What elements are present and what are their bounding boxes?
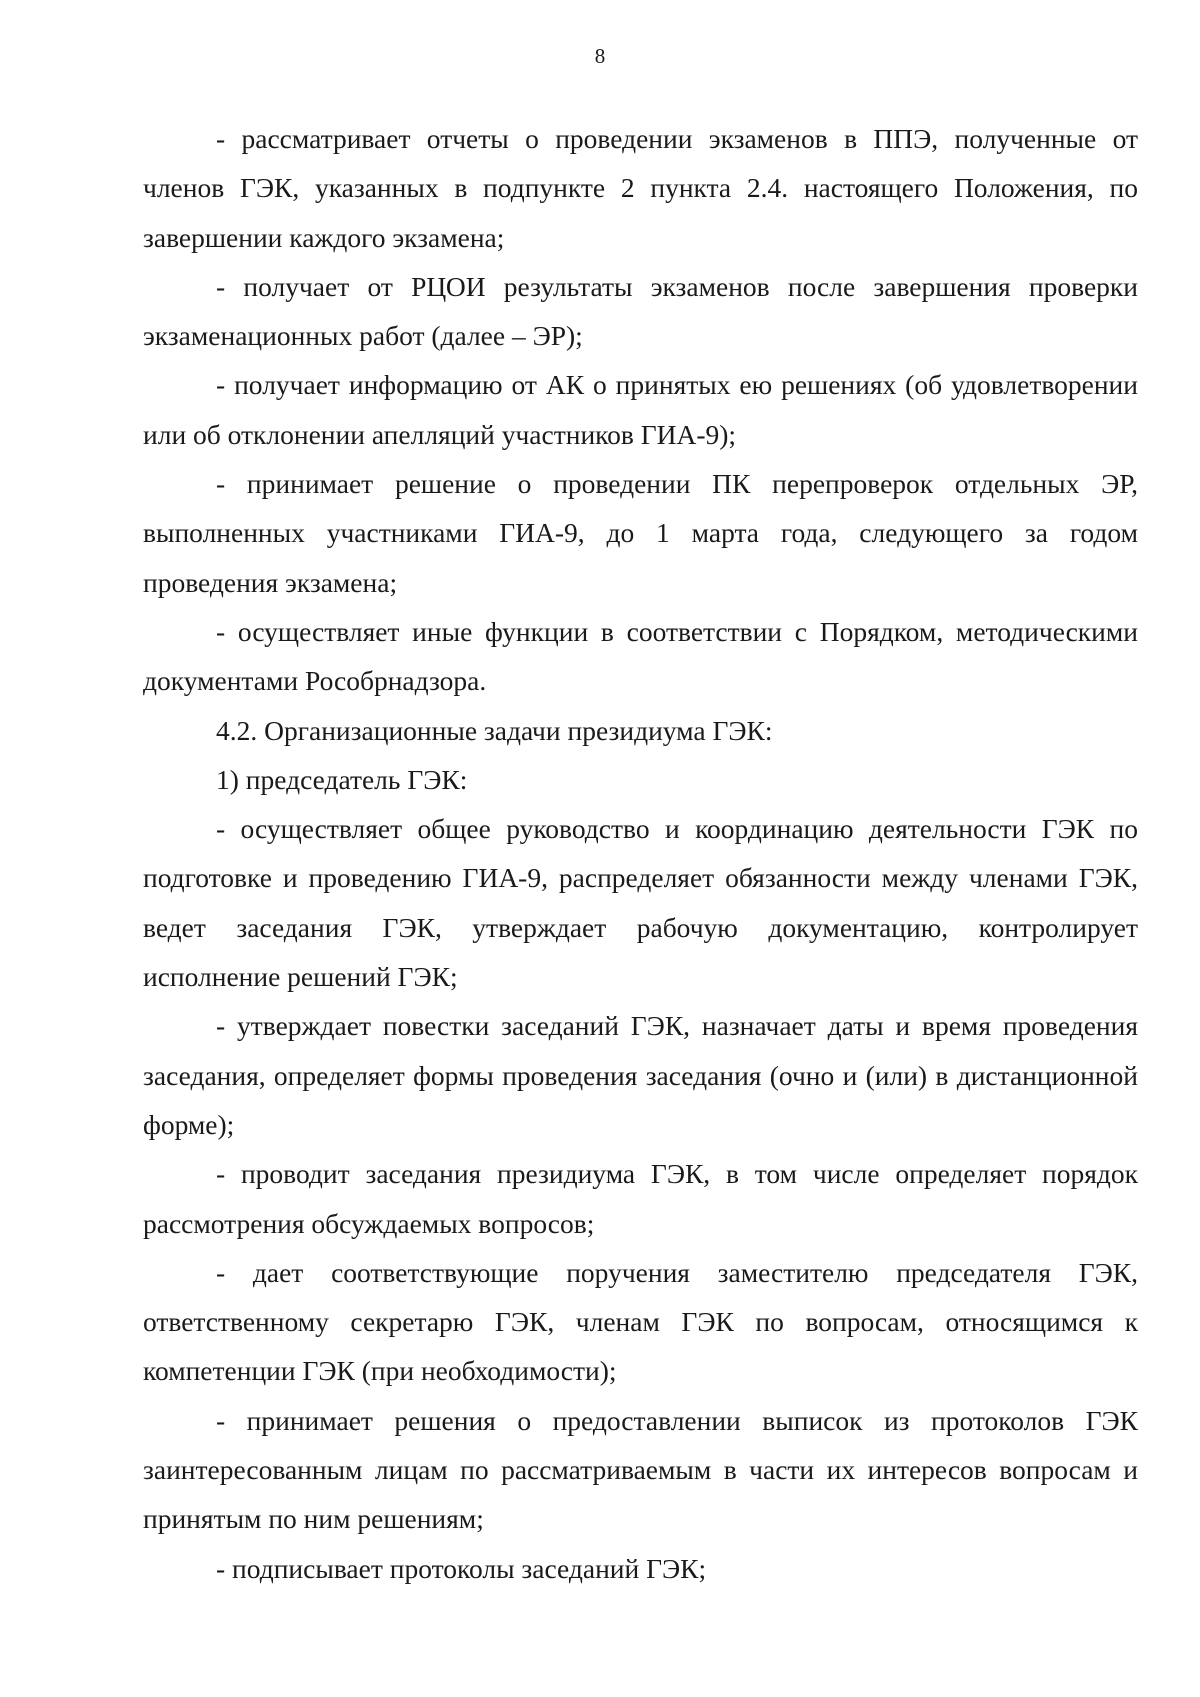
page-number: 8 (594, 44, 606, 68)
paragraph: - подписывает протоколы заседаний ГЭК; (216, 1552, 707, 1584)
subsection-heading: 1) председатель ГЭК: (216, 763, 468, 795)
paragraph: - утверждает повестки заседаний ГЭК, назначает даты и время проведения заседания, определяет формы проведения заседания (очно и (или) в дистанционной форме); (143, 1010, 1138, 1140)
paragraph: - принимает решения о предоставлении выписок из протоколов ГЭК заинтересованным лицам по рассматриваемым в части их интересов вопросам и принятым по ним решениям; (143, 1404, 1138, 1535)
paragraph: - получает информацию от АК о принятых ею решениях (об удовлетворении или об отклонении апелляций участников ГИА-9); (143, 369, 1138, 450)
paragraph: - проводит заседания президиума ГЭК, в том числе определяет порядок рассмотрения обсуждаемых вопросов; (143, 1158, 1138, 1239)
paragraph: - осуществляет иные функции в соответствии с Порядком, методическими документами Рособрнадзора. (143, 615, 1138, 697)
paragraph: - дает соответствующие поручения заместителю председателя ГЭК, ответственному секретарю ГЭК, членам ГЭК по вопросам, относящимся к компетенции ГЭК (при необходимости); (143, 1256, 1138, 1387)
section-heading: 4.2. Организационные задачи президиума ГЭК: (216, 714, 773, 746)
document-body (143, 114, 1138, 1593)
paragraph: - рассматривает отчеты о проведении экзаменов в ППЭ, полученные от членов ГЭК, указанных в подпункте 2 пункта 2.4. настоящего Положения, по завершении каждого экзамена; (143, 123, 1138, 253)
paragraph: - получает от РЦОИ результаты экзаменов после завершения проверки экзаменационных работ (далее – ЭР); (143, 270, 1138, 352)
paragraph: - осуществляет общее руководство и координацию деятельности ГЭК по подготовке и проведению ГИА-9, распределяет обязанности между членами ГЭК, ведет заседания ГЭК, утверждает рабочую документацию, контролирует исполнение решений ГЭК; (143, 813, 1138, 993)
paragraph: - принимает решение о проведении ПК перепроверок отдельных ЭР, выполненных участниками ГИА-9, до 1 марта года, следующего за годом проведения экзамена; (143, 468, 1138, 598)
